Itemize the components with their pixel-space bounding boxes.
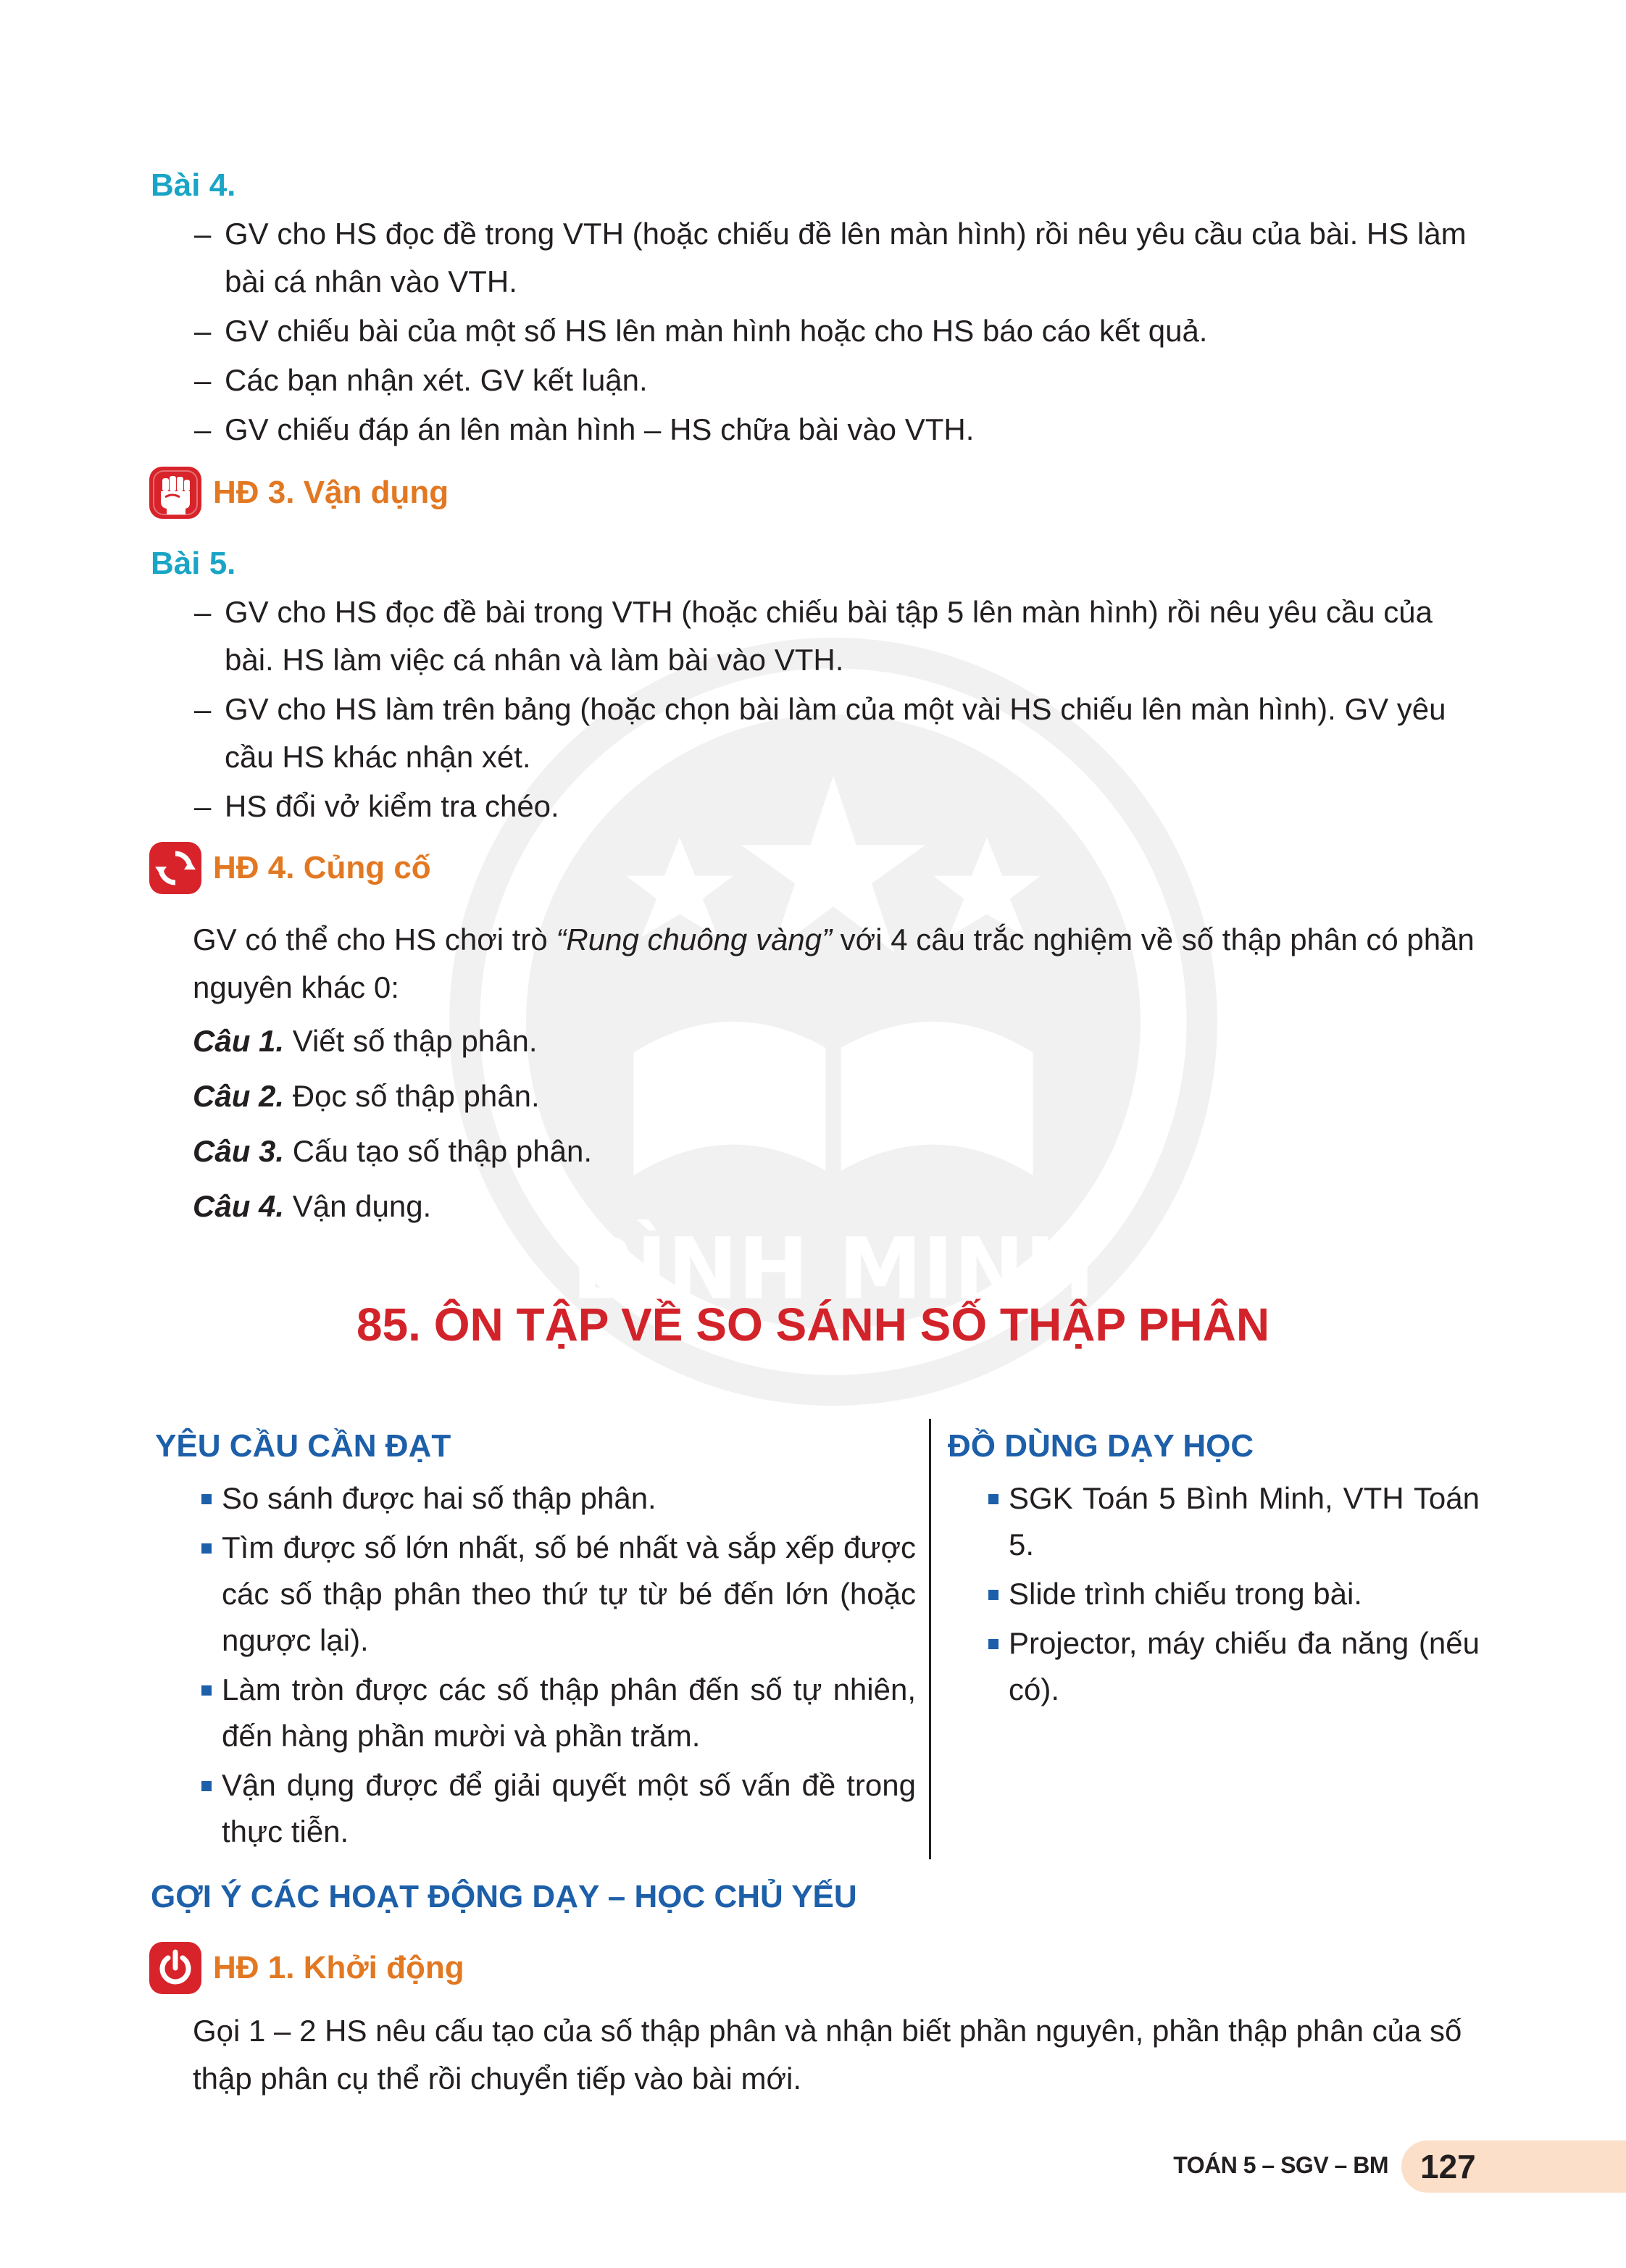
- list-item: – GV cho HS làm trên bảng (hoặc chọn bài làm của một vài HS chiếu lên màn hình). GV yêu cầu HS khác nhận xét.: [155, 685, 1481, 781]
- power-icon: [146, 1939, 204, 1997]
- bai-4-heading: Bài 4.: [151, 167, 236, 203]
- list-item: Tìm được số lớn nhất, số bé nhất và sắp xếp được các số thập phân theo thứ tự từ bé đến lớn (hoặc ngược lại).: [155, 1525, 916, 1664]
- requirements-heading: YÊU CẦU CẦN ĐẠT: [155, 1428, 451, 1464]
- question-3: Câu 3. Cấu tạo số thập phân.: [193, 1134, 593, 1168]
- hd1-title: HĐ 1. Khởi động: [213, 1950, 464, 1985]
- materials-list: [942, 1475, 1480, 1716]
- lesson-title: 85. ÔN TẬP VỀ SO SÁNH SỐ THẬP PHÂN: [356, 1298, 1270, 1351]
- watermark-text: BÌNH MINH: [571, 1220, 1096, 1319]
- hd1-text: Gọi 1 – 2 HS nêu cấu tạo của số thập phân và nhận biết phần nguyên, phần thập phân của số thập phân cụ thể rồi chuyển tiếp vào bài mới.: [193, 2014, 1462, 2096]
- hd4-title: HĐ 4. Củng cố: [213, 850, 431, 885]
- question-2: Câu 2. Đọc số thập phân.: [193, 1079, 540, 1113]
- bai-4-steps: [155, 210, 1481, 455]
- materials-heading: ĐỒ DÙNG DẠY HỌC: [948, 1428, 1254, 1464]
- list-item: Projector, máy chiếu đa năng (nếu có).: [942, 1620, 1480, 1713]
- list-item: So sánh được hai số thập phân.: [155, 1475, 916, 1522]
- refresh-icon: [146, 839, 204, 897]
- list-item: – Các bạn nhận xét. GV kết luận.: [155, 357, 1481, 404]
- list-item: Làm tròn được các số thập phân đến số tự nhiên, đến hàng phần mười và phần trăm.: [155, 1667, 916, 1759]
- activities-heading: GỢI Ý CÁC HOẠT ĐỘNG DẠY – HỌC CHỦ YẾU: [151, 1879, 857, 1914]
- hd1-section-header: [146, 1939, 581, 1997]
- hd3-section-header: [146, 464, 581, 522]
- list-item: Slide trình chiếu trong bài.: [942, 1571, 1480, 1617]
- bai-5-heading: Bài 5.: [151, 546, 236, 581]
- list-item: – GV cho HS đọc đề trong VTH (hoặc chiếu đề lên màn hình) rồi nêu yêu cầu của bài. HS làm bài cá nhân vào VTH.: [155, 210, 1481, 306]
- list-item: SGK Toán 5 Bình Minh, VTH Toán 5.: [942, 1475, 1480, 1568]
- list-item: – GV chiếu bài của một số HS lên màn hình hoặc cho HS báo cáo kết quả.: [155, 307, 1481, 355]
- game-name: “Rung chuông vàng”: [556, 922, 833, 956]
- list-item: – GV chiếu đáp án lên màn hình – HS chữa bài vào VTH.: [155, 406, 1481, 454]
- book-label: TOÁN 5 – SGV – BM: [1173, 2152, 1388, 2178]
- list-item: Vận dụng được để giải quyết một số vấn đề trong thực tiễn.: [155, 1762, 916, 1855]
- page-number: 127: [1420, 2148, 1476, 2185]
- fist-icon: [146, 464, 204, 522]
- column-divider: [929, 1419, 931, 1859]
- list-item: – HS đổi vở kiểm tra chéo.: [155, 783, 1481, 830]
- hd4-section-header: [146, 839, 581, 897]
- requirements-list: [155, 1475, 916, 1858]
- hd4-intro: GV có thể cho HS chơi trò “Rung chuông vàng” với 4 câu trắc nghiệm về số thập phân có phần nguyên khác 0:: [193, 922, 1475, 1004]
- list-item: – GV cho HS đọc đề bài trong VTH (hoặc chiếu bài tập 5 lên màn hình) rồi nêu yêu cầu của bài. HS làm việc cá nhân và làm bài vào VTH.: [155, 588, 1481, 684]
- hd3-title: HĐ 3. Vận dụng: [213, 475, 449, 510]
- question-4: Câu 4. Vận dụng.: [193, 1189, 432, 1223]
- question-1: Câu 1. Viết số thập phân.: [193, 1024, 538, 1058]
- bai-5-steps: [155, 588, 1481, 832]
